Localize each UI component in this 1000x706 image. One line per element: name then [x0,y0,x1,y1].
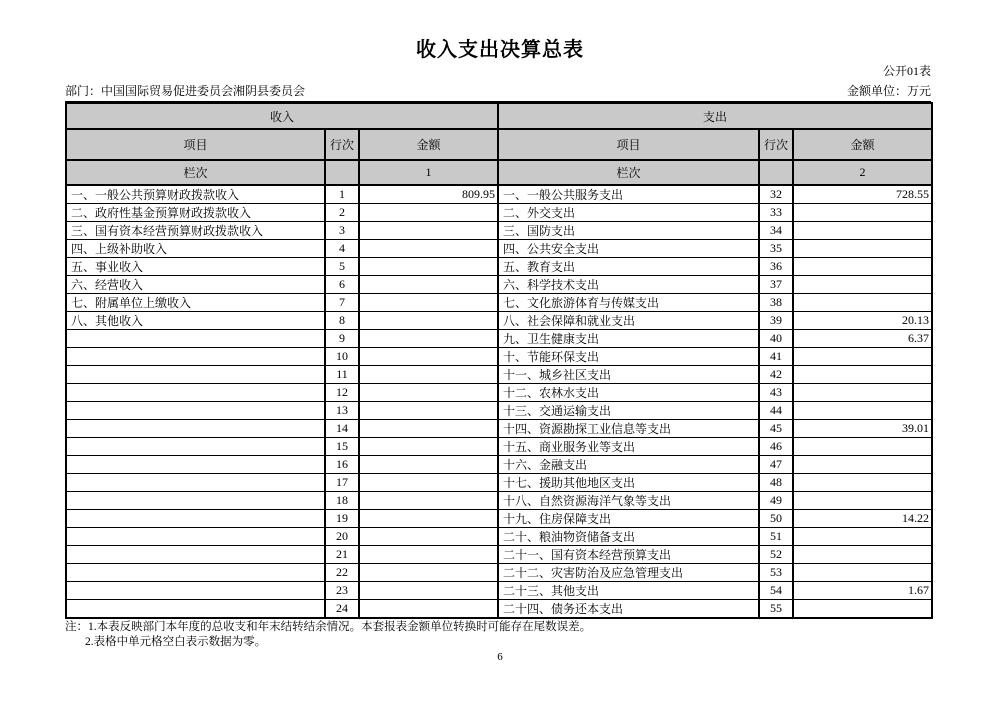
income-amount-cell [359,438,498,456]
page-number: 6 [497,651,503,663]
table-row [66,600,932,619]
income-row-no-cell: 18 [325,492,359,510]
expenditure-row-no-cell: 44 [759,402,793,420]
expenditure-row-no-cell: 36 [759,258,793,276]
income-row-no-cell: 11 [325,366,359,384]
income-amount-cell [359,420,498,438]
table-row [66,384,932,402]
income-row-no-cell: 1 [325,185,359,204]
table-row [66,402,932,420]
income-item-cell [66,510,325,528]
income-row-no-cell: 20 [325,528,359,546]
expenditure-row-no-cell: 47 [759,456,793,474]
expenditure-item-cell: 八、社会保障和就业支出 [498,312,759,330]
income-item-cell [66,366,325,384]
expenditure-row-no-cell: 54 [759,582,793,600]
table-body [66,185,932,618]
expenditure-row-no-cell: 39 [759,312,793,330]
income-row-no-column-header: 行次 [325,129,359,160]
table-notes [65,620,945,650]
income-amount-cell [359,510,498,528]
income-amount-cell [359,366,498,384]
income-row-no-cell: 22 [325,564,359,582]
expenditure-row-no-cell: 45 [759,420,793,438]
expenditure-row-no-cell: 32 [759,185,793,204]
income-row-no-cell: 3 [325,222,359,240]
income-item-cell: 二、政府性基金预算财政拨款收入 [66,204,325,222]
income-amount-cell [359,474,498,492]
income-row-no-cell: 7 [325,294,359,312]
table-row [66,312,932,330]
expenditure-column-index-label: 栏次 [498,160,759,185]
expenditure-amount-cell [793,402,932,420]
table-row [66,240,932,258]
expenditure-amount-column-header: 金额 [793,129,932,160]
income-item-cell [66,600,325,619]
table-row [66,185,932,204]
expenditure-amount-cell [793,366,932,384]
income-item-cell: 一、一般公共预算财政拨款收入 [66,185,325,204]
table-code-label: 公开01表 [882,64,931,78]
income-item-cell: 七、附属单位上缴收入 [66,294,325,312]
income-row-no-cell: 13 [325,402,359,420]
income-item-cell: 四、上级补助收入 [66,240,325,258]
expenditure-amount-cell [793,384,932,402]
income-item-cell [66,438,325,456]
income-item-cell [66,546,325,564]
expenditure-amount-cell: 6.37 [793,330,932,348]
expenditure-amount-cell [793,222,932,240]
expenditure-item-cell: 十、节能环保支出 [498,348,759,366]
expenditure-row-no-cell: 43 [759,384,793,402]
section-header-row [66,103,932,129]
income-row-no-cell: 4 [325,240,359,258]
income-row-no-cell: 24 [325,600,359,619]
income-item-cell [66,402,325,420]
expenditure-row-no-cell: 34 [759,222,793,240]
expenditure-item-cell: 十四、资源勘探工业信息等支出 [498,420,759,438]
expenditure-amount-cell [793,348,932,366]
expenditure-row-no-cell: 40 [759,330,793,348]
table-row [66,348,932,366]
income-item-cell: 八、其他收入 [66,312,325,330]
income-amount-cell [359,528,498,546]
table-row [66,366,932,384]
note-line-1: 注：1.本表反映部门本年度的总收支和年末结转结余情况。本套报表金额单位转换时可能存在尾数误差。 [65,621,592,633]
expenditure-amount-cell: 20.13 [793,312,932,330]
income-row-no-cell: 19 [325,510,359,528]
income-row-no-cell: 21 [325,546,359,564]
income-amount-cell [359,330,498,348]
income-row-no-cell: 14 [325,420,359,438]
expenditure-amount-cell [793,240,932,258]
expenditure-amount-cell [793,492,932,510]
expenditure-amount-cell [793,546,932,564]
expenditure-item-cell: 十八、自然资源海洋气象等支出 [498,492,759,510]
expenditure-amount-cell [793,528,932,546]
expenditure-item-cell: 二十二、灾害防治及应急管理支出 [498,564,759,582]
expenditure-row-no-column-header: 行次 [759,129,793,160]
income-amount-cell [359,348,498,366]
income-row-no-cell: 16 [325,456,359,474]
expenditure-amount-cell [793,294,932,312]
expenditure-item-cell: 二、外交支出 [498,204,759,222]
income-column-index-label: 栏次 [66,160,325,185]
expenditure-row-no-cell: 51 [759,528,793,546]
income-column-index: 1 [359,160,498,185]
expenditure-row-no-cell: 35 [759,240,793,258]
expenditure-item-cell: 四、公共安全支出 [498,240,759,258]
income-row-no-cell: 23 [325,582,359,600]
income-item-cell [66,492,325,510]
income-row-no-cell: 2 [325,204,359,222]
income-amount-cell [359,492,498,510]
expenditure-amount-cell [793,456,932,474]
expenditure-row-no-cell: 37 [759,276,793,294]
income-amount-cell [359,546,498,564]
expenditure-row-no-cell: 38 [759,294,793,312]
expenditure-amount-cell [793,564,932,582]
column-header-row [66,129,932,160]
expenditure-item-cell: 十九、住房保障支出 [498,510,759,528]
income-amount-cell [359,384,498,402]
expenditure-item-cell: 一、一般公共服务支出 [498,185,759,204]
expenditure-amount-cell [793,204,932,222]
income-item-cell [66,564,325,582]
expenditure-item-cell: 三、国防支出 [498,222,759,240]
expenditure-row-no-cell: 48 [759,474,793,492]
table-row [66,510,932,528]
income-row-no-cell: 10 [325,348,359,366]
income-amount-cell [359,294,498,312]
meta-row [65,84,931,102]
income-item-cell: 五、事业收入 [66,258,325,276]
page-title: 收入支出决算总表 [416,39,584,61]
income-amount-cell [359,222,498,240]
income-amount-cell [359,582,498,600]
expenditure-item-cell: 十二、农林水支出 [498,384,759,402]
table-row [66,546,932,564]
expenditure-item-cell: 十六、金融支出 [498,456,759,474]
expenditure-column-index: 2 [793,160,932,185]
expenditure-item-cell: 十七、援助其他地区支出 [498,474,759,492]
expenditure-row-no-cell: 50 [759,510,793,528]
table-row [66,456,932,474]
income-item-cell [66,582,325,600]
expenditure-row-no-cell: 49 [759,492,793,510]
income-amount-cell [359,600,498,619]
expenditure-item-cell: 二十三、其他支出 [498,582,759,600]
table-row [66,204,932,222]
expenditure-row-no-cell: 53 [759,564,793,582]
expenditure-amount-cell: 14.22 [793,510,932,528]
income-amount-cell [359,258,498,276]
expenditure-item-cell: 二十四、债务还本支出 [498,600,759,619]
unit-label: 金额单位：万元 [846,84,931,98]
table-row [66,420,932,438]
table-row [66,582,932,600]
income-row-no-cell: 12 [325,384,359,402]
income-item-cell: 三、国有资本经营预算财政拨款收入 [66,222,325,240]
expenditure-item-cell: 十三、交通运输支出 [498,402,759,420]
expenditure-amount-cell [793,258,932,276]
expenditure-item-cell: 十五、商业服务业等支出 [498,438,759,456]
income-row-no-cell: 15 [325,438,359,456]
column-index-row [66,160,932,185]
expenditure-row-no-index-blank [759,160,793,185]
income-amount-cell [359,240,498,258]
expenditure-item-cell: 二十、粮油物资储备支出 [498,528,759,546]
income-item-cell [66,474,325,492]
income-amount-cell [359,312,498,330]
expenditure-row-no-cell: 33 [759,204,793,222]
expenditure-section-header: 支出 [498,103,932,129]
expenditure-row-no-cell: 52 [759,546,793,564]
income-row-no-cell: 8 [325,312,359,330]
income-amount-column-header: 金额 [359,129,498,160]
expenditure-item-cell: 九、卫生健康支出 [498,330,759,348]
expenditure-item-cell: 十一、城乡社区支出 [498,366,759,384]
income-item-cell [66,456,325,474]
expenditure-item-cell: 六、科学技术支出 [498,276,759,294]
income-item-column-header: 项目 [66,129,325,160]
note-line-2: 2.表格中单元格空白表示数据为零。 [85,636,267,648]
income-item-cell [66,348,325,366]
expenditure-amount-cell [793,438,932,456]
income-row-no-index-blank [325,160,359,185]
department-label: 部门：中国国际贸易促进委员会湘阴县委员会 [65,84,306,98]
income-amount-cell: 809.95 [359,185,498,204]
expenditure-item-cell: 五、教育支出 [498,258,759,276]
income-item-cell: 六、经营收入 [66,276,325,294]
income-item-cell [66,384,325,402]
income-item-cell [66,420,325,438]
expenditure-row-no-cell: 46 [759,438,793,456]
income-row-no-cell: 6 [325,276,359,294]
table-row [66,330,932,348]
expenditure-amount-cell: 1.67 [793,582,932,600]
expenditure-item-column-header: 项目 [498,129,759,160]
expenditure-item-cell: 七、文化旅游体育与传媒支出 [498,294,759,312]
expenditure-item-cell: 二十一、国有资本经营预算支出 [498,546,759,564]
expenditure-amount-cell [793,276,932,294]
expenditure-amount-cell [793,474,932,492]
income-item-cell [66,528,325,546]
table-row [66,474,932,492]
table-row [66,564,932,582]
income-row-no-cell: 9 [325,330,359,348]
table-row [66,438,932,456]
expenditure-amount-cell: 728.55 [793,185,932,204]
income-amount-cell [359,456,498,474]
table-row [66,258,932,276]
table-row [66,294,932,312]
income-row-no-cell: 17 [325,474,359,492]
income-amount-cell [359,204,498,222]
expenditure-amount-cell: 39.01 [793,420,932,438]
table-row [66,276,932,294]
income-item-cell [66,330,325,348]
expenditure-row-no-cell: 42 [759,366,793,384]
expenditure-row-no-cell: 41 [759,348,793,366]
table-row [66,222,932,240]
income-row-no-cell: 5 [325,258,359,276]
income-expenditure-table [65,102,933,619]
income-amount-cell [359,402,498,420]
income-amount-cell [359,276,498,294]
income-amount-cell [359,564,498,582]
table-row [66,492,932,510]
income-section-header: 收入 [66,103,498,129]
expenditure-amount-cell [793,600,932,619]
expenditure-row-no-cell: 55 [759,600,793,619]
table-row [66,528,932,546]
